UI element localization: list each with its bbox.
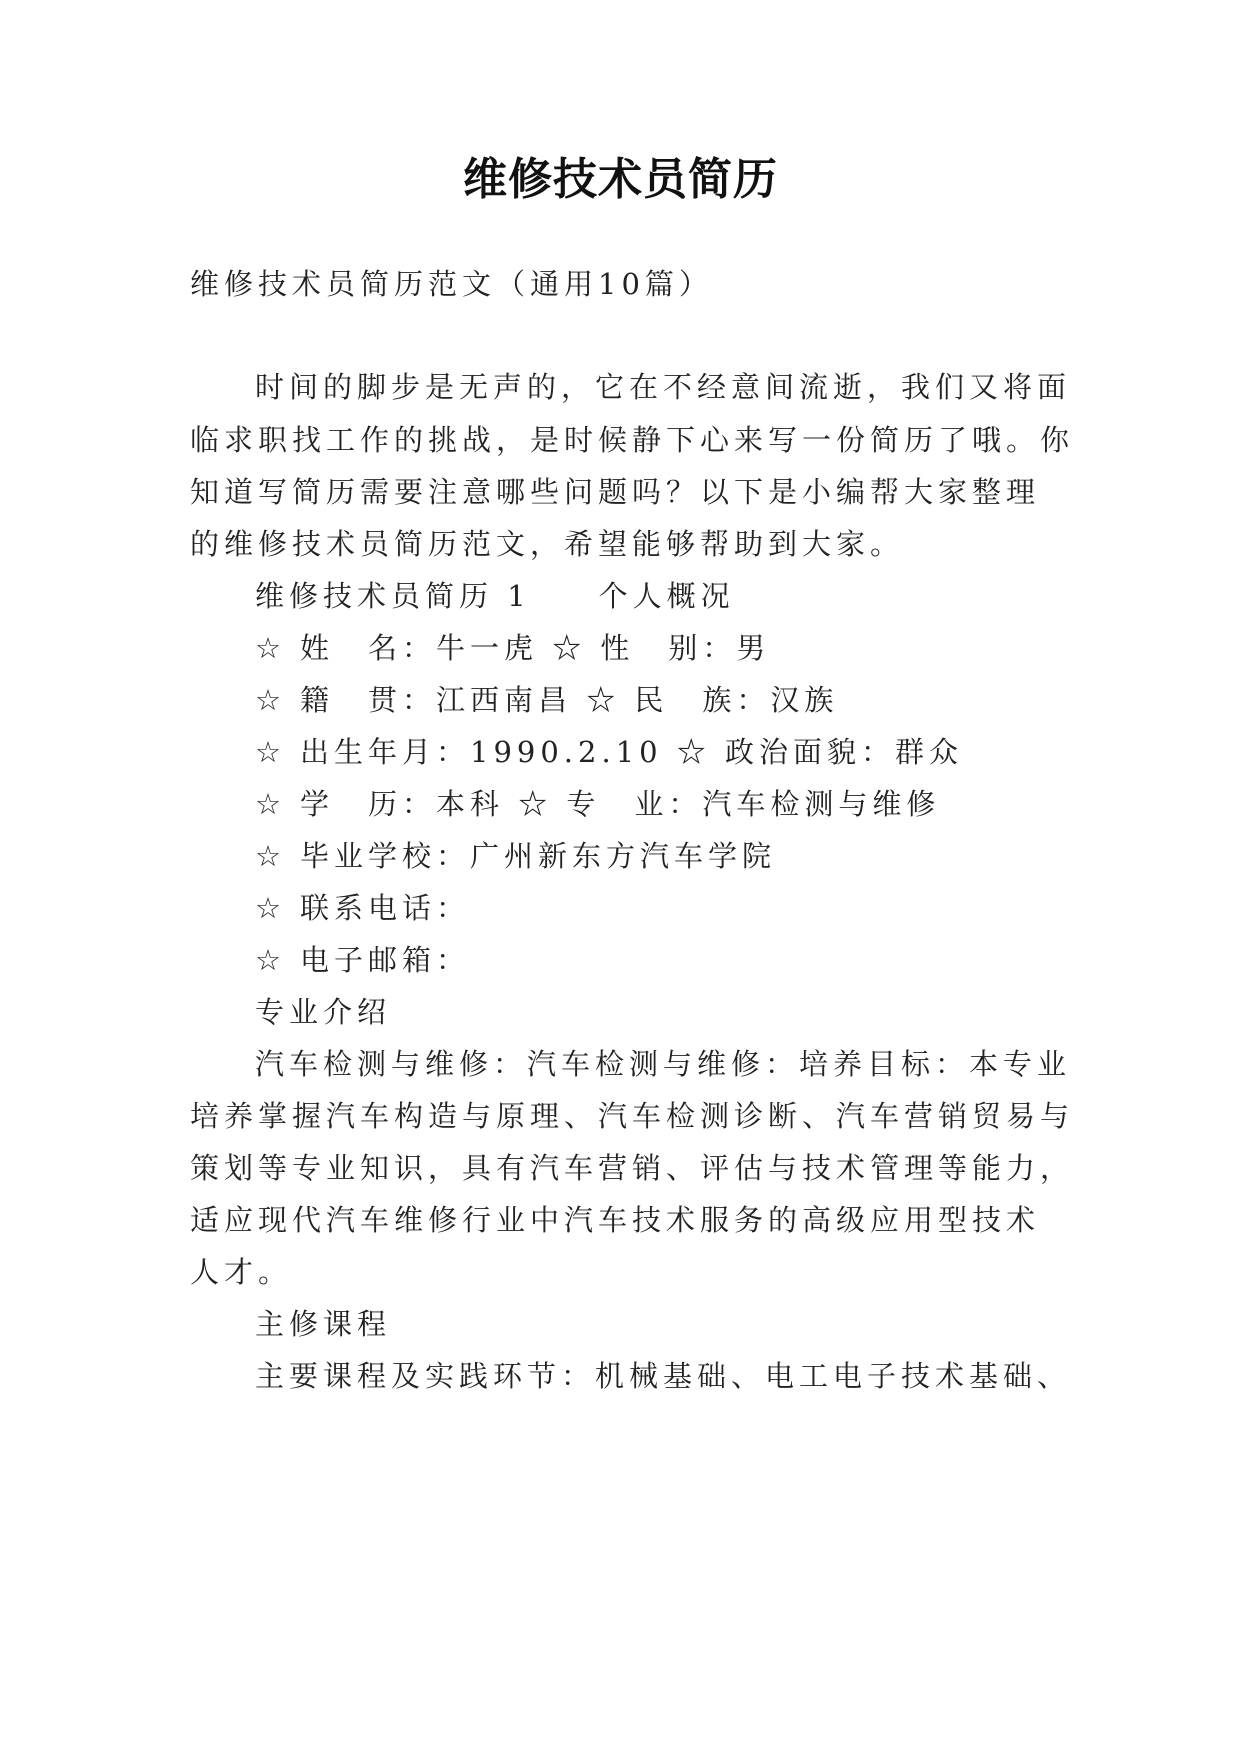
intro-line: 临求职找工作的挑战，是时候静下心来写一份简历了哦。你 <box>190 423 1075 457</box>
profile-item <box>255 940 470 980</box>
intro-line: 时间的脚步是无声的，它在不经意间流逝，我们又将面 <box>255 370 1072 404</box>
profile-item-text: 电子邮箱： <box>300 943 471 977</box>
major-line: 策划等专业知识，具有汽车营销、评估与技术管理等能力， <box>190 1151 1075 1185</box>
star-icon: ☆ <box>255 891 286 925</box>
profile-item-text: 籍 贯：江西南昌 ☆ 民 族：汉族 <box>300 683 839 717</box>
major-line: 适应现代汽车维修行业中汽车技术服务的高级应用型技术 <box>190 1203 1041 1237</box>
courses-heading: 主修课程 <box>255 1307 392 1341</box>
major-line: 汽车检测与维修：汽车检测与维修：培养目标：本专业 <box>255 1047 1072 1081</box>
star-icon: ☆ <box>255 787 286 821</box>
star-icon: ☆ <box>255 631 286 665</box>
profile-item-text: 出生年月：1990.2.10 ☆ 政治面貌：群众 <box>300 735 964 769</box>
profile-item <box>255 628 770 668</box>
section-heading: 维修技术员简历 1 个人概况 <box>255 579 735 613</box>
profile-item <box>255 732 963 772</box>
star-icon: ☆ <box>255 839 286 873</box>
star-icon: ☆ <box>255 683 286 717</box>
star-icon: ☆ <box>255 943 286 977</box>
profile-item-text: 姓 名：牛一虎 ☆ 性 别：男 <box>300 631 771 665</box>
major-line: 人才。 <box>190 1255 293 1289</box>
profile-item-text: 联系电话： <box>300 891 471 925</box>
profile-item <box>255 784 940 824</box>
document-title: 维修技术员简历 <box>463 154 778 205</box>
courses-line: 主要课程及实践环节：机械基础、电工电子技术基础、 <box>255 1359 1072 1393</box>
star-icon: ☆ <box>255 735 286 769</box>
profile-item-text: 学 历：本科 ☆ 专 业：汽车检测与维修 <box>300 787 941 821</box>
profile-item <box>255 836 776 876</box>
document-subtitle: 维修技术员简历范文（通用10篇） <box>190 267 713 301</box>
intro-line: 知道写简历需要注意哪些问题吗？以下是小编帮大家整理 <box>190 475 1041 509</box>
profile-item-text: 毕业学校：广州新东方汽车学院 <box>300 839 777 873</box>
profile-item <box>255 680 838 720</box>
major-line: 培养掌握汽车构造与原理、汽车检测诊断、汽车营销贸易与 <box>190 1099 1075 1133</box>
intro-line: 的维修技术员简历范文，希望能够帮助到大家。 <box>190 527 905 561</box>
major-heading: 专业介绍 <box>255 995 392 1029</box>
profile-item <box>255 888 470 928</box>
